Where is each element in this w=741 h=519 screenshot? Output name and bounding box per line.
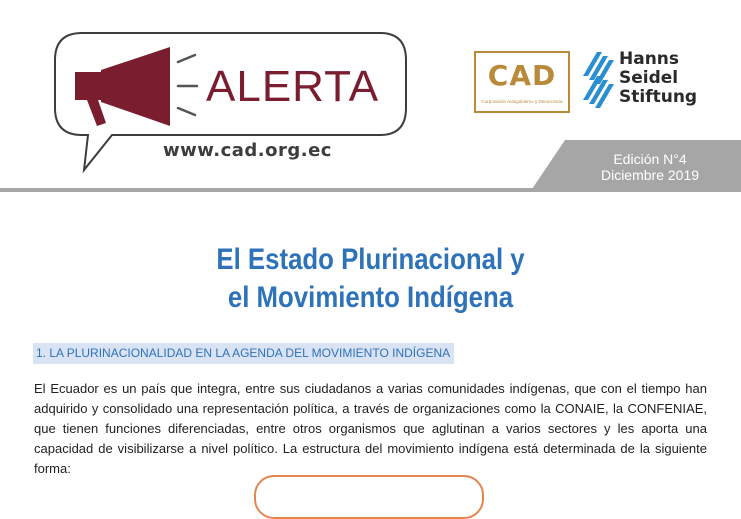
megaphone-icon xyxy=(75,47,197,126)
edition-number: Edición N°4 xyxy=(613,151,687,167)
edition-date: Diciembre 2019 xyxy=(600,167,700,183)
hss-logo-text xyxy=(619,50,697,107)
title-line-1: El Estado Plurinacional y xyxy=(216,243,525,276)
cad-logo-subtitle: Corporación Autogobierno y Democracia xyxy=(481,99,563,104)
cad-logo-text: CAD xyxy=(487,59,557,92)
alert-title: ALERTA xyxy=(206,62,380,111)
cad-logo xyxy=(474,51,570,113)
section-heading-text: 1. LA PLURINACIONALIDAD EN LA AGENDA DEL MOVIMIENTO INDÍGENA xyxy=(36,346,451,360)
website-link[interactable]: www.cad.org.ec xyxy=(163,140,332,161)
hss-logo-icon xyxy=(583,52,615,108)
diagram-box xyxy=(254,475,484,519)
document-title xyxy=(52,241,689,317)
body-paragraph: El Ecuador es un país que integra, entre sus ciudadanos a varias comunidades indígenas, que con el tiempo han adquirido y consolidado una representación política, a través de organizaciones como la CONAIE, la CONFENIAE, que tienen funciones diferenciadas, entre otros organismos que aglutinan a varios sectores y les aporta una capacidad de visibilizarse a nivel político. La estructura del movimiento indígena está determinada de la siguiente forma: xyxy=(34,381,707,476)
hss-logo-line: Seidel xyxy=(619,68,679,88)
edition-info xyxy=(588,151,712,183)
hss-logo-line: Hanns xyxy=(619,49,680,69)
hss-logo-line: Stiftung xyxy=(619,87,698,107)
title-line-2: el Movimiento Indígena xyxy=(227,281,514,314)
section-heading xyxy=(33,343,454,364)
